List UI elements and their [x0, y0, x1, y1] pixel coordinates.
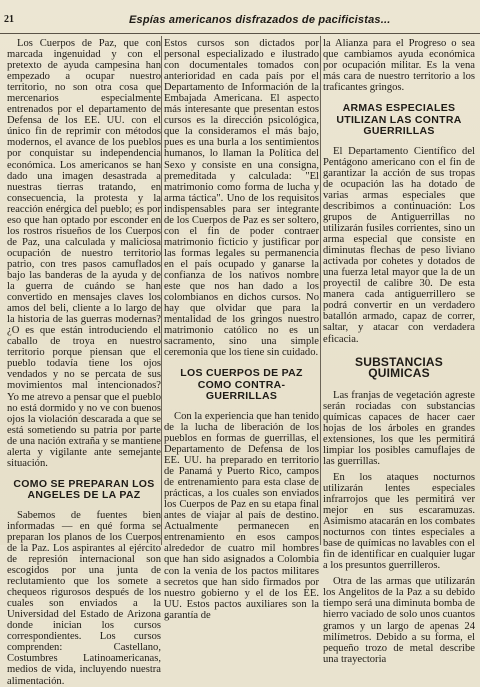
- paragraph: En los ataques nocturnos utilizarán lentes especiales infrarrojos que les permitirá ver mejor en sus escaramuzas. Asimismo atacarán en los combates nocturnos con tintes especiales a base de químicas no lavables con el fin de identificar en cualquier lugar a los presuntos guerrilleros.: [323, 471, 475, 572]
- paragraph: Sabemos de fuentes bien informadas — en qué forma se preparan los planos de los Cuerpos de la Paz. Los aspirantes al ejército de represión internacional son escogidos por una junta de reclutamiento que los somete a chequeos rigurosos después de los cuales son enviados a la Universidad del Estado de Arizona donde inician los cursos correspondientes. Los cursos comprenden: Castellano, Costumbres Latinoamericanas, medios de vida, incluyendo nuestra alimentación.: [7, 509, 161, 687]
- article-column-1: [7, 38, 161, 687]
- section-heading: COMO SE PREPARAN LOS ANGELES DE LA PAZ: [13, 477, 155, 502]
- section-heading: SUBSTANCIAS QUIMICAS: [355, 354, 443, 381]
- article-column-2: [164, 38, 319, 621]
- article-column-3: [323, 38, 475, 665]
- paragraph: Los Cuerpos de Paz, que con marcada ingenuidad y con el pretexto de ayuda campesina han empezado a ocupar nuestro territorio, no son otra cosa que mercenarios especialmente entrenados por el departamento de Defensa de los EE. UU. con el único fin de reprimir con métodos modernos, el avance de los pueblos por conquistar su independencia económica. Los americanos se han dado una imagen desastrada a nuestras tierras tratando, en consecuencia, la protesta y la reacción enérgica del pueblo; es por eso que han optado por esconder en los rostros risueños de los Cuerpos de Paz, una calculada y maliciosa ocupación de nuestro territorio patrio, con tres pasos camuflados bajo las banderas de la ayuda y de la guerra de cuándo se han convertido en mensajes claves los amos del beli, cliente a lo largo de la historia de las guerras modernas? ¿O es que están introduciendo el caballo de troya en nuestro territorio porque piensan que el pueblo todavía tiene los ojos vendados y no se percata de sus movimientos mal intencionados? Yo me atrevo a pensar que el pueblo no está dormido y no ve con buenos ojos la violación descarada a que se está sometiendo su patria por parte de una nación extraña y se mantiene alerta y vigilante ante semejante situación.: [7, 38, 161, 469]
- column-rule: [320, 36, 321, 545]
- paragraph: El Departamento Científico del Pentágono americano con el fin de garantizar la acción de sus tropas de ocupación las ha dotado de varias armas especiales que describimos a continuación: Los grupos de Antiguerrillas no utilizarán fusiles corrientes, sino un arma especial que consiste en diminutas flechas de peso liviano activada por cohetes y dotados de una fuerza letal mayor que la de un proyectil de calibre 30. De esta manera cada antiguerrillero se podrá convertir en un verdadero batallón armado, capaz de correr, saltar, y atacar con verdadera eficacia.: [323, 145, 475, 345]
- paragraph: Las franjas de vegetación agreste serán rociadas con substancias químicas capaces de hacer caer hojas de los árboles en grandes extensiones, los que les permitirá limpiar los posibles camuflajes de las guerrillas.: [323, 389, 475, 467]
- section-heading: LOS CUERPOS DE PAZ COMO CONTRA-GUERRILLAS: [180, 367, 303, 403]
- page-number: 21: [4, 14, 14, 25]
- paragraph: Estos cursos son dictados por personal especializado e ilustrado con documentales tomados con anterioridad en cada país por el Departamento de Información de la Embajada Americana. El aspecto más interesante que presentan estos cursos es la dirección psicológica, que la consideramos el más bajo, pues es una burla a los sentimientos humanos, lo llaman la Política del Sexo y consiste en una consigna, premeditada y calculada: "El matrimonio como forma de lucha y arma táctica". Uno de los requisitos indispensables para ser integrante de los Cuerpos de Paz es ser soltero, con el fin de poder contraer matrimonio ficticio y justificar por las formas legales su permanencia en el país ocupado y ganarse la confianza de los nativos nombre este que nos han dado a los colombianos en dichos cursos. No hay que olvidar que para la mentalidad de los gringos nuestro matrimonio católico no es un sacramento, sino una simple ceremonia que los tiene sin cuidado.: [164, 38, 319, 359]
- running-title: Espías americanos disfrazados de pacificistas...: [129, 14, 391, 26]
- paragraph: la Alianza para el Progreso o sea que cambiamos ayuda económica por ocupación militar. Es la vena más cara de nuestro territorio a los traficantes gringos.: [323, 38, 475, 94]
- section-heading: ARMAS ESPECIALES UTILIZAN LAS CONTRA GUERRILLAS: [336, 102, 462, 138]
- paragraph: Otra de las armas que utilizarán los Angelitos de la Paz a su debido tiempo será una diminuta bomba de hierro vaciado de solo unos cuantos gramos y un largo de apenas 24 milímetros. Debido a su forma, el pequeño trozo de metal describe una trayectoria: [323, 576, 475, 665]
- page-header: [0, 0, 480, 34]
- column-rule: [161, 36, 162, 545]
- paragraph: Con la experiencia que han tenido de la lucha de liberación de los pueblos en formas de guerrillas, el Departamento de Defensa de los EE. UU. ha preparado en territorio de Panamá y Puerto Rico, campos de entrenamiento para esta clase de prácticas, a los cuales son enviados los Cuerpos de Paz en su etapa final antes de viajar al país de destino. Actualmente permanecen en entrenamiento en esos campos alrededor de cuatro mil hombres que han sido asignados a Colombia con la venia de los pactos militares secretos que han sido firmados por nuestro gobierno y el de los EE. UU. Estos pactos auxiliares son la garantía de: [164, 410, 319, 621]
